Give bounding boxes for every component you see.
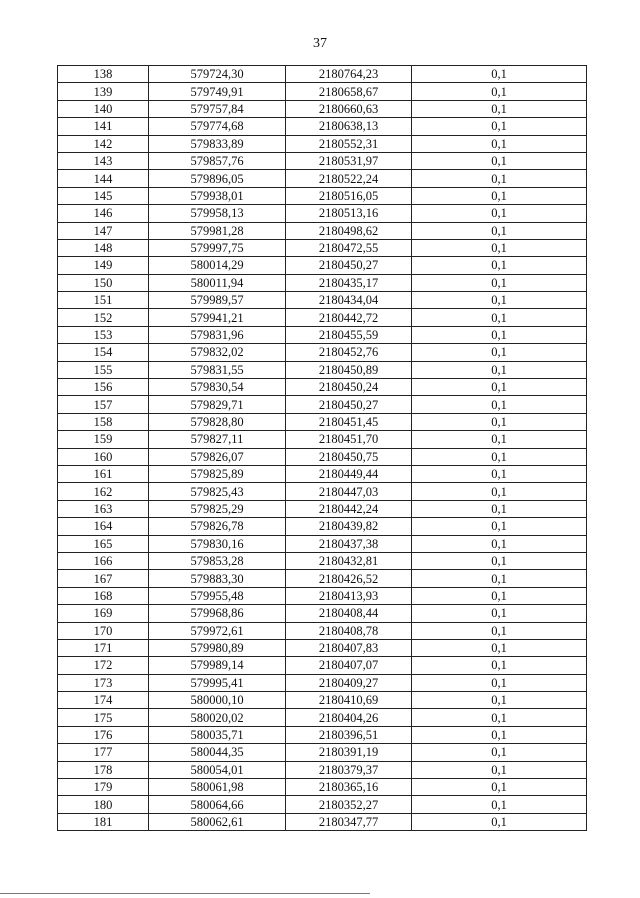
y-coordinate-cell: 2180522,24 (286, 170, 412, 187)
point-number-cell: 180 (58, 796, 149, 813)
table-row (58, 657, 587, 674)
accuracy-cell: 0,1 (412, 257, 587, 274)
coordinates-table (57, 65, 587, 831)
point-number-cell: 138 (58, 66, 149, 83)
table-row (58, 552, 587, 569)
coordinates-table-body (58, 66, 587, 831)
accuracy-cell: 0,1 (412, 587, 587, 604)
x-coordinate-cell: 579832,02 (149, 344, 286, 361)
table-row (58, 396, 587, 413)
accuracy-cell: 0,1 (412, 292, 587, 309)
table-row (58, 361, 587, 378)
y-coordinate-cell: 2180450,27 (286, 396, 412, 413)
accuracy-cell: 0,1 (412, 535, 587, 552)
x-coordinate-cell: 579989,57 (149, 292, 286, 309)
point-number-cell: 169 (58, 605, 149, 622)
table-row (58, 465, 587, 482)
point-number-cell: 139 (58, 83, 149, 100)
accuracy-cell: 0,1 (412, 552, 587, 569)
accuracy-cell: 0,1 (412, 205, 587, 222)
x-coordinate-cell: 579883,30 (149, 570, 286, 587)
table-row (58, 726, 587, 743)
table-row (58, 413, 587, 430)
table-row (58, 66, 587, 83)
table-row (58, 344, 587, 361)
table-row (58, 83, 587, 100)
y-coordinate-cell: 2180410,69 (286, 692, 412, 709)
y-coordinate-cell: 2180407,83 (286, 639, 412, 656)
table-row (58, 709, 587, 726)
x-coordinate-cell: 579968,86 (149, 605, 286, 622)
y-coordinate-cell: 2180437,38 (286, 535, 412, 552)
x-coordinate-cell: 579972,61 (149, 622, 286, 639)
point-number-cell: 150 (58, 274, 149, 291)
point-number-cell: 164 (58, 518, 149, 535)
x-coordinate-cell: 579997,75 (149, 239, 286, 256)
table-row (58, 135, 587, 152)
point-number-cell: 163 (58, 500, 149, 517)
x-coordinate-cell: 580062,61 (149, 813, 286, 830)
accuracy-cell: 0,1 (412, 309, 587, 326)
table-row (58, 448, 587, 465)
accuracy-cell: 0,1 (412, 152, 587, 169)
point-number-cell: 167 (58, 570, 149, 587)
point-number-cell: 166 (58, 552, 149, 569)
y-coordinate-cell: 2180447,03 (286, 483, 412, 500)
point-number-cell: 152 (58, 309, 149, 326)
table-row (58, 587, 587, 604)
point-number-cell: 154 (58, 344, 149, 361)
accuracy-cell: 0,1 (412, 796, 587, 813)
y-coordinate-cell: 2180408,44 (286, 605, 412, 622)
table-row (58, 692, 587, 709)
accuracy-cell: 0,1 (412, 187, 587, 204)
accuracy-cell: 0,1 (412, 361, 587, 378)
y-coordinate-cell: 2180451,45 (286, 413, 412, 430)
y-coordinate-cell: 2180764,23 (286, 66, 412, 83)
accuracy-cell: 0,1 (412, 500, 587, 517)
table-row (58, 118, 587, 135)
table-row (58, 483, 587, 500)
accuracy-cell: 0,1 (412, 761, 587, 778)
x-coordinate-cell: 579825,43 (149, 483, 286, 500)
y-coordinate-cell: 2180408,78 (286, 622, 412, 639)
table-row (58, 309, 587, 326)
point-number-cell: 165 (58, 535, 149, 552)
y-coordinate-cell: 2180439,82 (286, 518, 412, 535)
table-row (58, 205, 587, 222)
point-number-cell: 162 (58, 483, 149, 500)
point-number-cell: 156 (58, 379, 149, 396)
point-number-cell: 179 (58, 779, 149, 796)
y-coordinate-cell: 2180396,51 (286, 726, 412, 743)
accuracy-cell: 0,1 (412, 379, 587, 396)
point-number-cell: 148 (58, 239, 149, 256)
page-number: 37 (313, 36, 327, 51)
point-number-cell: 149 (58, 257, 149, 274)
y-coordinate-cell: 2180531,97 (286, 152, 412, 169)
x-coordinate-cell: 579938,01 (149, 187, 286, 204)
point-number-cell: 172 (58, 657, 149, 674)
y-coordinate-cell: 2180404,26 (286, 709, 412, 726)
accuracy-cell: 0,1 (412, 483, 587, 500)
accuracy-cell: 0,1 (412, 413, 587, 430)
x-coordinate-cell: 579749,91 (149, 83, 286, 100)
accuracy-cell: 0,1 (412, 639, 587, 656)
x-coordinate-cell: 579981,28 (149, 222, 286, 239)
x-coordinate-cell: 579955,48 (149, 587, 286, 604)
x-coordinate-cell: 579757,84 (149, 100, 286, 117)
y-coordinate-cell: 2180435,17 (286, 274, 412, 291)
table-row (58, 744, 587, 761)
point-number-cell: 145 (58, 187, 149, 204)
bottom-rule (0, 893, 370, 894)
accuracy-cell: 0,1 (412, 326, 587, 343)
table-row (58, 431, 587, 448)
x-coordinate-cell: 579830,16 (149, 535, 286, 552)
point-number-cell: 151 (58, 292, 149, 309)
accuracy-cell: 0,1 (412, 726, 587, 743)
table-row (58, 796, 587, 813)
table-row (58, 326, 587, 343)
table-row (58, 535, 587, 552)
accuracy-cell: 0,1 (412, 657, 587, 674)
x-coordinate-cell: 580061,98 (149, 779, 286, 796)
x-coordinate-cell: 579896,05 (149, 170, 286, 187)
point-number-cell: 161 (58, 465, 149, 482)
x-coordinate-cell: 579826,07 (149, 448, 286, 465)
point-number-cell: 159 (58, 431, 149, 448)
x-coordinate-cell: 579827,11 (149, 431, 286, 448)
y-coordinate-cell: 2180513,16 (286, 205, 412, 222)
point-number-cell: 147 (58, 222, 149, 239)
table-row (58, 100, 587, 117)
accuracy-cell: 0,1 (412, 239, 587, 256)
x-coordinate-cell: 579831,96 (149, 326, 286, 343)
point-number-cell: 170 (58, 622, 149, 639)
accuracy-cell: 0,1 (412, 674, 587, 691)
table-row (58, 813, 587, 830)
x-coordinate-cell: 579829,71 (149, 396, 286, 413)
x-coordinate-cell: 579833,89 (149, 135, 286, 152)
table-row (58, 761, 587, 778)
point-number-cell: 160 (58, 448, 149, 465)
y-coordinate-cell: 2180409,27 (286, 674, 412, 691)
x-coordinate-cell: 580054,01 (149, 761, 286, 778)
accuracy-cell: 0,1 (412, 135, 587, 152)
accuracy-cell: 0,1 (412, 431, 587, 448)
x-coordinate-cell: 579825,89 (149, 465, 286, 482)
accuracy-cell: 0,1 (412, 118, 587, 135)
accuracy-cell: 0,1 (412, 605, 587, 622)
x-coordinate-cell: 580011,94 (149, 274, 286, 291)
table-row (58, 222, 587, 239)
point-number-cell: 158 (58, 413, 149, 430)
x-coordinate-cell: 579980,89 (149, 639, 286, 656)
y-coordinate-cell: 2180455,59 (286, 326, 412, 343)
y-coordinate-cell: 2180450,89 (286, 361, 412, 378)
table-row (58, 274, 587, 291)
table-row (58, 152, 587, 169)
accuracy-cell: 0,1 (412, 518, 587, 535)
x-coordinate-cell: 580035,71 (149, 726, 286, 743)
point-number-cell: 176 (58, 726, 149, 743)
point-number-cell: 140 (58, 100, 149, 117)
x-coordinate-cell: 579958,13 (149, 205, 286, 222)
x-coordinate-cell: 580064,66 (149, 796, 286, 813)
table-row (58, 605, 587, 622)
point-number-cell: 181 (58, 813, 149, 830)
accuracy-cell: 0,1 (412, 170, 587, 187)
x-coordinate-cell: 579825,29 (149, 500, 286, 517)
table-row (58, 674, 587, 691)
x-coordinate-cell: 579828,80 (149, 413, 286, 430)
table-row (58, 779, 587, 796)
x-coordinate-cell: 579724,30 (149, 66, 286, 83)
y-coordinate-cell: 2180442,72 (286, 309, 412, 326)
accuracy-cell: 0,1 (412, 709, 587, 726)
point-number-cell: 146 (58, 205, 149, 222)
table-row (58, 379, 587, 396)
y-coordinate-cell: 2180638,13 (286, 118, 412, 135)
table-row (58, 187, 587, 204)
table-row (58, 170, 587, 187)
table-row (58, 239, 587, 256)
point-number-cell: 153 (58, 326, 149, 343)
point-number-cell: 142 (58, 135, 149, 152)
y-coordinate-cell: 2180379,37 (286, 761, 412, 778)
table-row (58, 518, 587, 535)
x-coordinate-cell: 579857,76 (149, 152, 286, 169)
x-coordinate-cell: 579831,55 (149, 361, 286, 378)
y-coordinate-cell: 2180450,27 (286, 257, 412, 274)
y-coordinate-cell: 2180407,07 (286, 657, 412, 674)
table-row (58, 257, 587, 274)
accuracy-cell: 0,1 (412, 813, 587, 830)
table-row (58, 500, 587, 517)
y-coordinate-cell: 2180472,55 (286, 239, 412, 256)
table-row (58, 292, 587, 309)
y-coordinate-cell: 2180552,31 (286, 135, 412, 152)
y-coordinate-cell: 2180365,16 (286, 779, 412, 796)
accuracy-cell: 0,1 (412, 570, 587, 587)
x-coordinate-cell: 579989,14 (149, 657, 286, 674)
y-coordinate-cell: 2180352,27 (286, 796, 412, 813)
point-number-cell: 168 (58, 587, 149, 604)
y-coordinate-cell: 2180347,77 (286, 813, 412, 830)
accuracy-cell: 0,1 (412, 274, 587, 291)
accuracy-cell: 0,1 (412, 66, 587, 83)
accuracy-cell: 0,1 (412, 692, 587, 709)
y-coordinate-cell: 2180451,70 (286, 431, 412, 448)
table-row (58, 570, 587, 587)
point-number-cell: 175 (58, 709, 149, 726)
y-coordinate-cell: 2180450,75 (286, 448, 412, 465)
x-coordinate-cell: 579774,68 (149, 118, 286, 135)
x-coordinate-cell: 579830,54 (149, 379, 286, 396)
x-coordinate-cell: 580000,10 (149, 692, 286, 709)
y-coordinate-cell: 2180450,24 (286, 379, 412, 396)
y-coordinate-cell: 2180660,63 (286, 100, 412, 117)
point-number-cell: 174 (58, 692, 149, 709)
point-number-cell: 155 (58, 361, 149, 378)
x-coordinate-cell: 579995,41 (149, 674, 286, 691)
point-number-cell: 157 (58, 396, 149, 413)
accuracy-cell: 0,1 (412, 744, 587, 761)
accuracy-cell: 0,1 (412, 83, 587, 100)
accuracy-cell: 0,1 (412, 779, 587, 796)
y-coordinate-cell: 2180432,81 (286, 552, 412, 569)
accuracy-cell: 0,1 (412, 448, 587, 465)
y-coordinate-cell: 2180658,67 (286, 83, 412, 100)
accuracy-cell: 0,1 (412, 622, 587, 639)
accuracy-cell: 0,1 (412, 100, 587, 117)
point-number-cell: 143 (58, 152, 149, 169)
y-coordinate-cell: 2180426,52 (286, 570, 412, 587)
point-number-cell: 144 (58, 170, 149, 187)
y-coordinate-cell: 2180391,19 (286, 744, 412, 761)
y-coordinate-cell: 2180449,44 (286, 465, 412, 482)
table-row (58, 622, 587, 639)
table-row (58, 639, 587, 656)
y-coordinate-cell: 2180498,62 (286, 222, 412, 239)
y-coordinate-cell: 2180452,76 (286, 344, 412, 361)
x-coordinate-cell: 580044,35 (149, 744, 286, 761)
y-coordinate-cell: 2180516,05 (286, 187, 412, 204)
point-number-cell: 177 (58, 744, 149, 761)
x-coordinate-cell: 580020,02 (149, 709, 286, 726)
point-number-cell: 171 (58, 639, 149, 656)
y-coordinate-cell: 2180413,93 (286, 587, 412, 604)
x-coordinate-cell: 579826,78 (149, 518, 286, 535)
accuracy-cell: 0,1 (412, 344, 587, 361)
x-coordinate-cell: 580014,29 (149, 257, 286, 274)
point-number-cell: 178 (58, 761, 149, 778)
y-coordinate-cell: 2180442,24 (286, 500, 412, 517)
accuracy-cell: 0,1 (412, 222, 587, 239)
y-coordinate-cell: 2180434,04 (286, 292, 412, 309)
x-coordinate-cell: 579941,21 (149, 309, 286, 326)
accuracy-cell: 0,1 (412, 465, 587, 482)
x-coordinate-cell: 579853,28 (149, 552, 286, 569)
accuracy-cell: 0,1 (412, 396, 587, 413)
point-number-cell: 173 (58, 674, 149, 691)
point-number-cell: 141 (58, 118, 149, 135)
